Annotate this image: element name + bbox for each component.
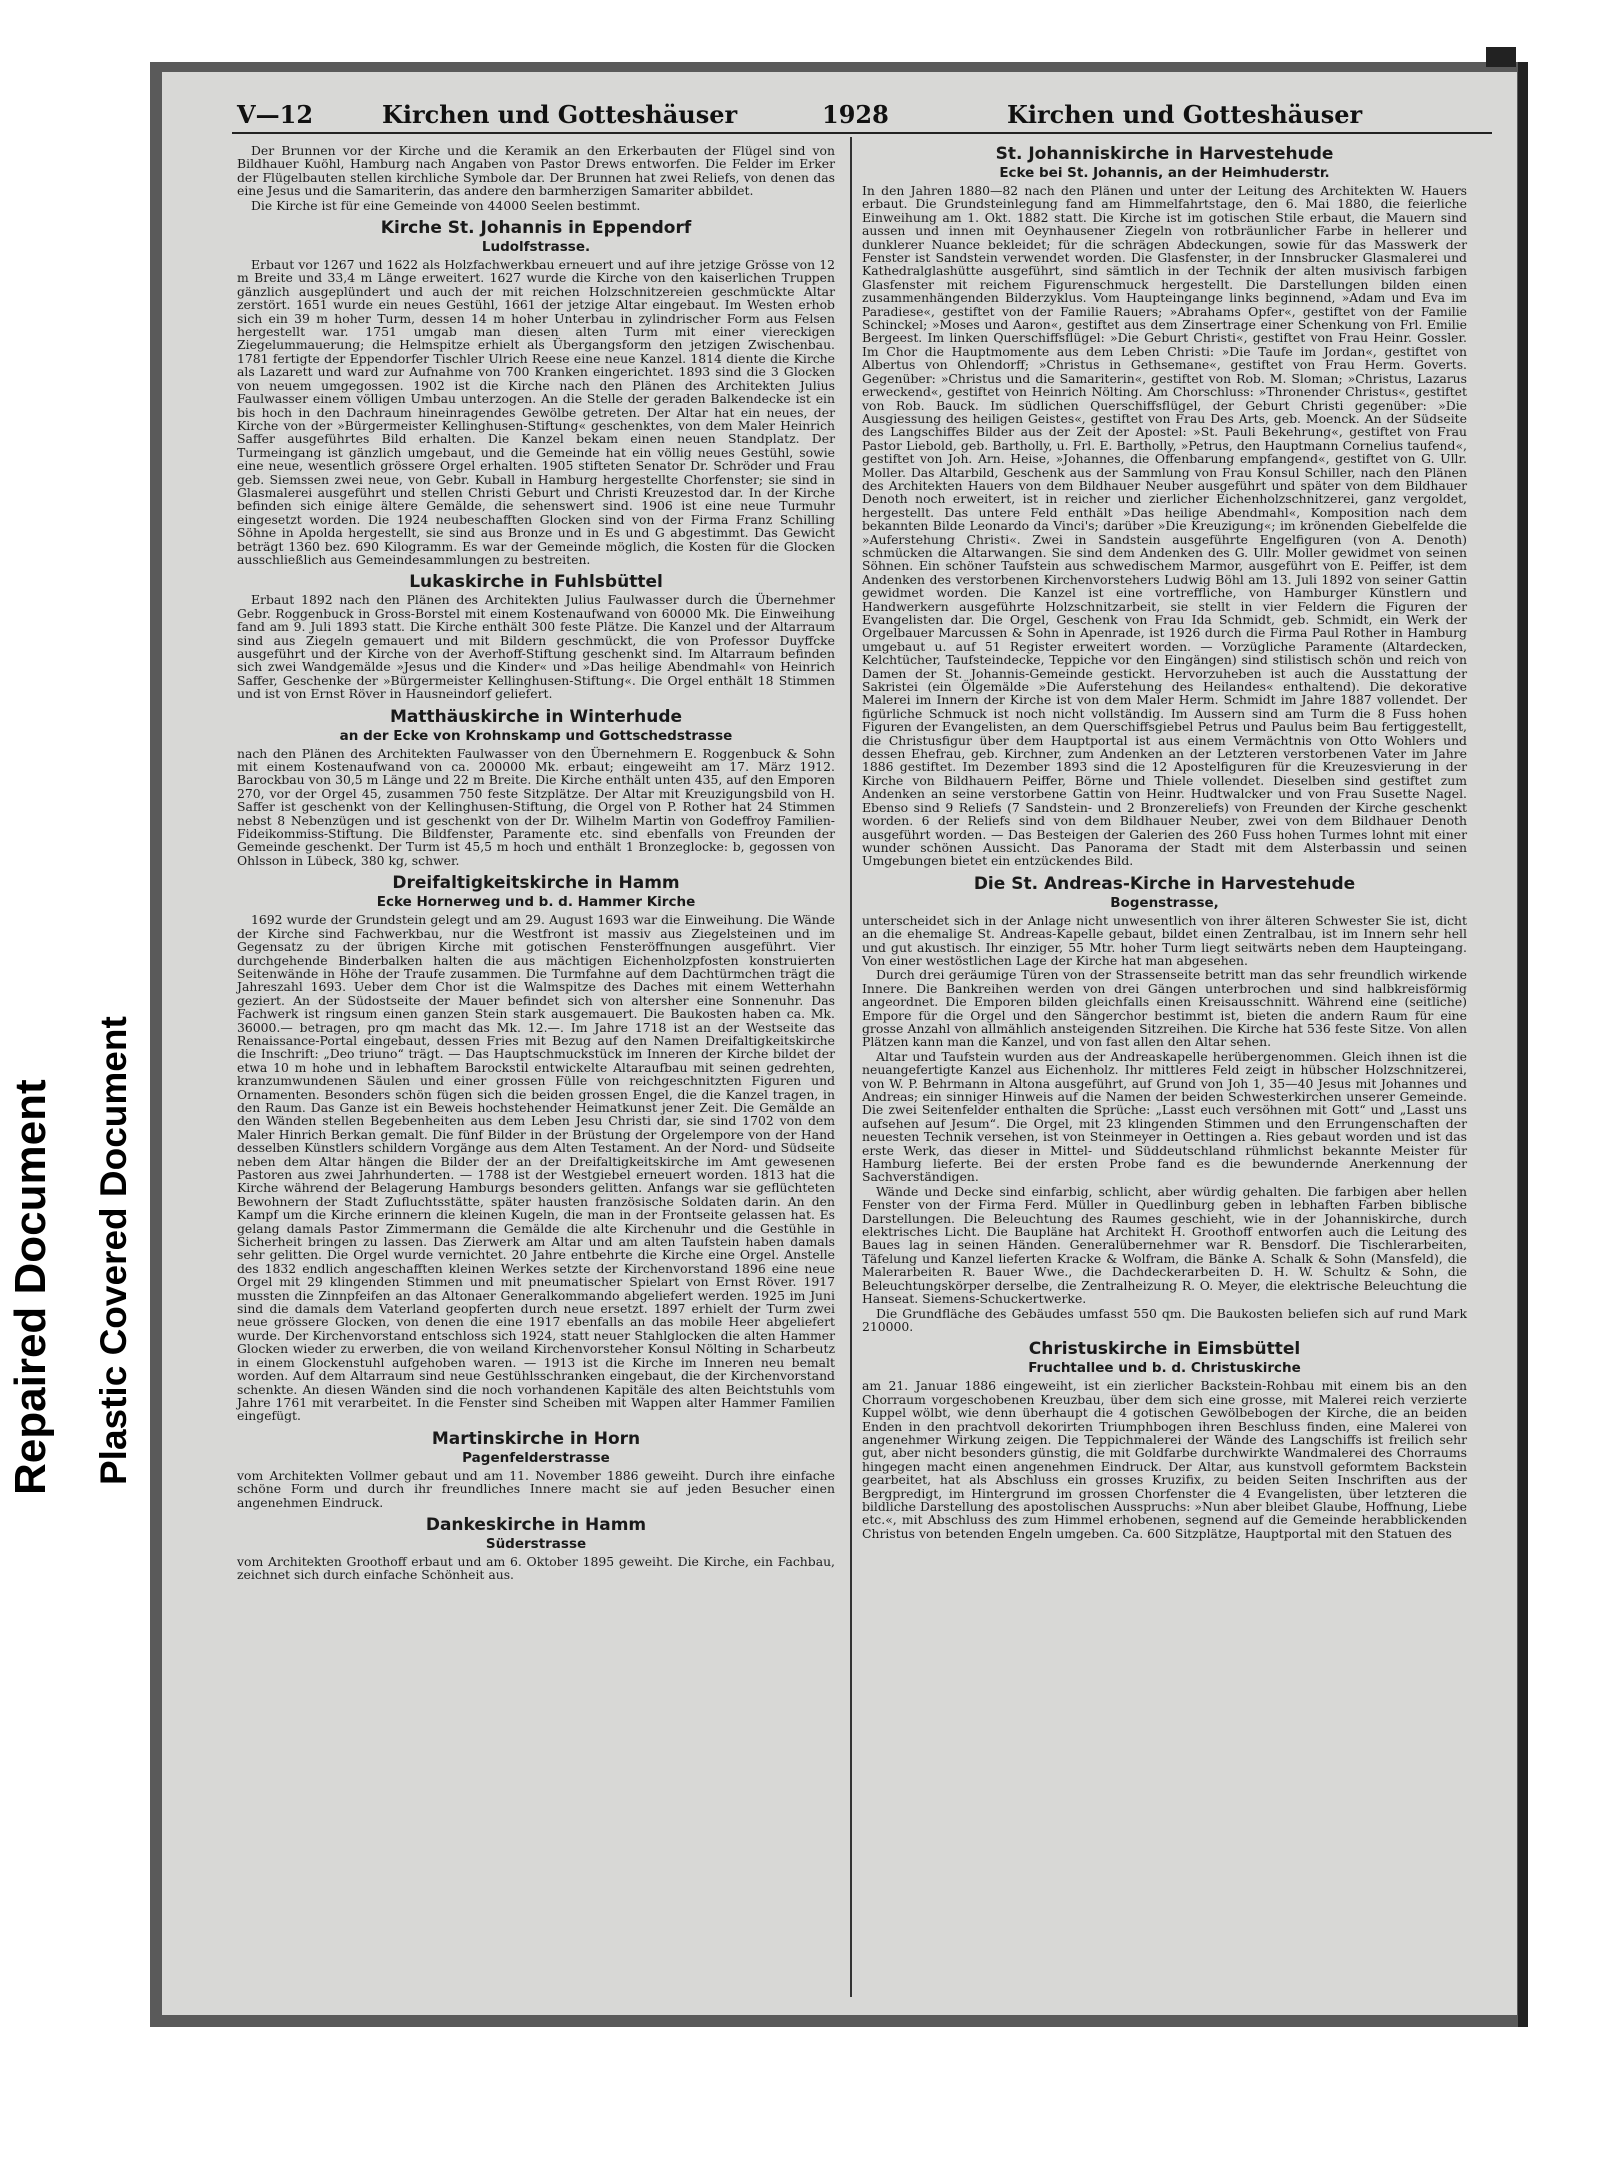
section-subtitle: Fruchtallee und b. d. Christuskirche xyxy=(1028,1360,1301,1377)
document-page xyxy=(162,72,1517,2015)
intro-paragraph: Der Brunnen vor der Kirche und die Keramik an den Erkerbauten der Flügel sind von Bildhauer Kuöhl, Hamburg nach Angaben von Pastor Drews entworfen. Die Felder im Erker der Flügelbauten stellen kirchliche Symbole dar. Der Brunnen hat zwei Reliefs, von denen das eine Jesus und die Samariterin, das andere den barmherzigen Samariter abbildet. xyxy=(237,143,835,199)
section-title: Dreifaltigkeitskirche in Hamm xyxy=(392,873,680,894)
section-title: Martinskirche in Horn xyxy=(431,1428,641,1449)
section-subtitle: Ecke bei St. Johannis, an der Heimhuderstr. xyxy=(999,165,1330,181)
section-text: Altar und Taufstein wurden aus der Andreaskapelle herübergenommen. Gleich ihnen ist die neuangefertigte Kanzel aus Eichenholz. Ihr mittleres Feld zeigt in hübscher Holzschnitzerei, von W. P. Behrmann in Altona ausgeführt, auf Grund von Joh 1, 35—40 Jesus mit Johannes und Andreas; ein sinniger Hinweis auf die Namen der beiden Schwesterkirchen unserer Gemeinde. Die zwei Seitenfelder enthalten die Sprüche: „Lasst euch versöhnen mit Gott“ und „Lasst uns aufsehen auf Jesum“. Die Orgel, mit 23 klingenden Stimmen und den Errungenschaften der neuesten Technik versehen, ist von Steinmeyer in Oettingen a. Ries gebaut worden und ist das erste Werk, das dieser in Mittel- und Süddeutschland rühmlichst bekannte Meister für Hamburg lieferte. Bei der ersten Probe fand es die bewundernde Anerkennung der Sachverständigen. xyxy=(862,1048,1467,1185)
section-text: Durch drei geräumige Türen von der Strassenseite betritt man das sehr freundlich wirkende Innere. Die Bankreihen werden von drei Gängen unterbrochen und sind halbkreisförmig angeordnet. Die Emporen bilden gleichfalls einen Kreisausschnitt. Während eine (seitliche) Empore für die Orgel und den Sängerchor bestimmt ist, bieten die andern Raum für eine grosse Anzahl von allmählich ansteigenden Sitzreihen. Die Kirche hat 536 feste Sitze. Von allen Plätzen kann man die Kanzel, und von fast allen den Altar sehen. xyxy=(862,967,1467,1050)
section-subtitle: Bogenstrasse, xyxy=(1110,894,1219,911)
section-text: vom Architekten Groothoff erbaut und am 6. Oktober 1895 geweiht. Die Kirche, ein Fachbau, zeichnet sich durch einfache Schönheit aus. xyxy=(237,1553,835,1583)
section-title: Matthäuskirche in Winterhude xyxy=(389,706,683,727)
section-title: Lukaskirche in Fuhlsbüttel xyxy=(409,572,663,593)
section-text: nach den Plänen des Architekten Faulwasser von den Übernehmern E. Roggenbuck & Sohn mit einem Kostenaufwand von ca. 200000 Mk. erbaut; eingeweiht am 17. März 1912. Barockbau von 30,5 m Länge und 22 m Breite. Die Kirche enthält unten 435, auf den Emporen 270, vor der Orgel 45, zusammen 750 feste Sitzplätze. Der Altar mit Kreuzigungsbild von H. Saffer ist geschenkt von der Kellinghusen-Stiftung, die Orgel von P. Rother hat 24 Stimmen nebst 8 Nebenzügen und ist geschenkt von der Dr. Wilhelm Martin von Godeffroy Familien-Fideikommiss-Stiftung. Die Bildfenster, Paramente etc. sind ebenfalls von Freunden der Gemeinde geschenkt. Der Turm ist 45,5 m hoch und enthält 1 Bronzeglocke: b, gegossen von Ohlsson in Lübeck, 380 kg, schwer. xyxy=(237,745,835,868)
section-text: In den Jahren 1880—82 nach den Plänen und unter der Leitung des Architekten W. Hauers erbaut. Die Grundsteinlegung fand am Himmelfahrtstage, den 6. Mai 1880, die feierliche Einweihung am 1. Okt. 1882 statt. Die Kirche ist im gotischen Stile erbaut, die Mauern sind aussen und innen mit Oeynhausener Ziegeln von rotbräunlicher Farbe in hellerer und dunklerer Nuance bekleidet; für die schrägen Abdeckungen, sowie für das Masswerk der Fenster ist Sandstein verwendet worden. Die Glasfenster, in der Innsbrucker Glasmalerei und Kathedralglashütte ausgeführt, sind sämtlich in der Technik der alten musivisch farbigen Glasfenster mit reichem Figurenschmuck hergestellt. Die Darstellungen bilden einen zusammenhängenden Bilderzyklus. Vom Haupteingange links beginnend, »Adam und Eva im Paradiese«, gestiftet von der Familie Rauers; »Abrahams Opfer«, gestiftet von der Familie Schinckel; »Moses und Aaron«, gestiftet aus dem Zinsertrage einer Schenkung von Frl. Emilie Bergeest. Im linken Querschiffsflügel: »Die Geburt Christi«, gestiftet von Frau Heinr. Gossler. Im Chor die Hauptmomente aus dem Leben Christi: »Die Taufe im Jordan«, gestiftet von Albertus von Ohlendorff; »Christus in Gethsemane«, gestiftet von Frau Herm. Goverts. Gegenüber: »Christus und die Samariterin«, gestiftet von Rob. M. Sloman; »Christus, Lazarus erweckend«, gestiftet von Heinrich Nölting. Am Chorschluss: »Thronender Christus«, gestiftet von Rob. Bauck. Im südlichen Querschiffsflügel, der Geburt Christi gegenüber: »Die Ausgiessung des heiligen Geistes«, gestiftet von Frau Des Arts, geb. Moenck. An der Südseite des Langschiffes Bilder aus der Zeit der Apostel: »St. Pauli Bekehrung«, gestiftet von Frau Pastor Liebold, geb. Bartholly, u. Frl. E. Bartholly, »Petrus, den Hauptmann Cornelius taufend«, gestiftet von Joh. Arn. Heise, »Johannes, die Offenbarung empfangend«, gestiftet von G. Ullr. Moller. Das Altarbild, Geschenk aus der Sammlung von Frau Konsul Schiller, nach den Plänen des Architekten Hauers von dem Bildhauer Neuber ausgeführt und später von dem Bildhauer Denoth noch erweitert, ist in reicher und zierlicher Eichenholzschnitzerei, ganz vergoldet, hergestellt. Das untere Feld enthält »Das heilige Abendmahl«, Komposition nach dem bekannten Bilde Leonardo da Vinci's; darüber »Die Kreuzigung«; im krönenden Giebelfelde die »Auferstehung Christi«. Zwei in Sandstein ausgeführte Engelfiguren (von A. Denoth) schmücken die Altarwangen. Sie sind dem Andenken des G. Ullr. Moller gewidmet von seinen Söhnen. Ein schöner Taufstein aus schwedischem Marmor, ausgeführt von E. Peiffer, ist dem Andenken des verstorbenen Kirchenvorstehers Ludwig Böhl am 13. Juli 1892 von seiner Gattin gewidmet worden. Die Kanzel ist eine vortreffliche, von Hamburger Künstlern und Handwerkern ausgeführte Holzschnitzarbeit, sie stellt in vier Feldern die Figuren der Evangelisten dar. Die Orgel, Geschenk von Frau Ida Schmidt, geb. Schmidt, ein Werk der Orgelbauer Marcussen & Sohn in Apenrade, ist 1926 durch die Firma Paul Rother in Hamburg umgebaut u. auf 51 Register erweitert worden. — Vorzügliche Paramente (Altardecken, Kelchtücher, Taufsteindecke, Teppiche vor den Eingängen) sind stilistisch schön und reich von Damen der St. Johannis-Gemeinde gestickt. Hervorzuheben ist auch die Ausstattung der Sakristei (ein Ölgemälde »Die Auferstehung des Heilandes« enthaltend). Die dekorative Malerei im Innern der Kirche ist von dem Maler Herm. Schmidt im Jahre 1887 vollendet. Der figürliche Schmuck ist noch nicht vollständig. Im Aussern sind am Turm die 8 Fuss hohen Figuren der Evangelisten, an dem Querschiffsgiebel Petrus und Paulus beim Bau fertiggestellt, die Christusfigur über dem Hauptportal ist aus einem Vermächtnis von Otto Wohlers und dessen Ehefrau, geb. Kirchner, zum Andenken an der Letzteren verstorbenen Vater im Jahre 1886 gestiftet. Im Dezember 1893 sind die 12 Apostelfiguren für die Kreuzesvierung in der Kirche von Bildhauern Peiffer, Börne und Thiele vollendet. Dieselben sind gestiftet zum Andenken an seine verstorbene Gattin von Heinr. Hudtwalcker und von Frau Susette Nagel. Ebenso sind 9 Reliefs (7 Sandstein- und 2 Bronzereliefs) von Freunden der Kirche geschenkt worden. 6 der Reliefs sind von dem Bildhauer Neuber, zwei von dem Bildhauer Denoth ausgeführt worden. — Das Besteigen der Galerien des 260 Fuss hohen Turmes lohnt mit einer wunder schönen Aussicht. Das Panorama der Stadt mit dem Alsterbassin und seinen Umgebungen bietet ein entzückendes Bild. xyxy=(862,183,1467,869)
section-text: Erbaut vor 1267 und 1622 als Holzfachwerkbau erneuert und auf ihre jetzige Grösse von 12 m Breite und 33,4 m Länge erweitert. 1627 wurde die Kirche von den kaiserlichen Truppen gänzlich ausgeplündert und auch der mit reichen Holzschnitzereien geschmückte Altar zerstört. 1651 wurde ein neues Gestühl, 1661 der jetzige Altar eingebaut. Im Westen erhob sich ein 39 m hoher Turm, dessen 14 m hoher Unterbau in zylindrischer Form aus Felsen hergestellt war. 1751 umgab man diesen alten Turm mit einer viereckigen Ziegelummauerung; die Helmspitze erhielt als Übergangsform den jetzigen Zwischenbau. 1781 fertigte der Eppendorfer Tischler Ulrich Reese eine neue Kanzel. 1814 diente die Kirche als Lazarett und ward zur Aufnahme von 700 Kranken eingerichtet. 1893 sind die 3 Glocken von neuem umgegossen. 1902 ist die Kirche nach den Plänen des Architekten Julius Faulwasser einem völligen Umbau unterzogen. An die Stelle der geraden Balkendecke ist ein bis hoch in den Dachraum hineinragendes Gewölbe getreten. Der Altar hat ein neues, der Kirche von der »Bürgermeister Kellinghusen-Stiftung« geschenktes, von dem Maler Heinrich Saffer ausgeführtes Bild erhalten. Die Kanzel bekam einen neuen Standplatz. Der Turmeingang ist gänzlich umgebaut, und die Gemeinde hat ein völlig neues Gestühl, sowie eine neue, wesentlich grössere Orgel erhalten. 1905 stifteten Senator Dr. Schröder und Frau geb. Siemssen zwei neue, von Gebr. Kuball in Hamburg hergestellte Chorfenster; sie sind in Glasmalerei ausgeführt und stellen Christi Geburt und Christi Kreuzestod dar. In der Kirche befinden sich einige ältere Gemälde, die sehenswert sind. 1906 ist eine neue Turmuhr eingesetzt worden. Die 1924 neubeschafften Glocken sind von der Firma Franz Schilling Söhne in Apolda hergestellt, sie sind aus Bronze und in Es und G abgestimmt. Das Gewicht beträgt 1360 bez. 690 Kilogramm. Es war der Gemeinde möglich, die Kosten für die Glocken ausschließlich aus Gemeindesammlungen zu bestreiten. xyxy=(237,257,835,567)
page-number: V—12 xyxy=(237,100,314,129)
section-subtitle: Ecke Hornerweg und b. d. Hammer Kirche xyxy=(376,894,696,911)
header-rule xyxy=(232,132,1492,134)
section-subtitle: Pagenfelderstrasse xyxy=(462,1449,610,1466)
section-title: St. Johanniskirche in Harvestehude xyxy=(995,144,1334,164)
left-column xyxy=(237,144,835,1583)
section-subtitle: Süderstrasse xyxy=(485,1535,587,1552)
running-title-left: Kirchen und Gotteshäuser xyxy=(382,100,738,129)
running-head xyxy=(162,100,1517,140)
section-text: Erbaut 1892 nach den Plänen des Architekten Julius Faulwasser durch die Übernehmer Gebr. Roggenbuck in Gross-Borstel mit einem Kostenaufwand von 60000 Mk. Die Einweihung fand am 9. Juli 1893 statt. Die Kirche enthält 300 feste Plätze. Die Kanzel und der Altarraum sind aus Ziegeln gemauert und mit Bildern geschmückt, die von Professor Duyffcke ausgeführt und der Kirche von der Averhoff-Stiftung geschenkt sind. Im Altarraum befinden sich zwei Wandgemälde »Jesus und die Kinder« und »Das heilige Abendmahl« von Heinrich Saffer, Geschenke der »Bürgermeister Kellinghusen-Stiftung«. Die Orgel enthält 18 Stimmen und ist von Ernst Röver in Hausneindorf geliefert. xyxy=(237,592,835,702)
section-subtitle: Ludolfstrasse. xyxy=(481,239,591,256)
column-divider xyxy=(850,137,852,1997)
margin-label-repaired: Repaired Document xyxy=(6,1079,55,1495)
section-text: 1692 wurde der Grundstein gelegt und am 29. August 1693 war die Einweihung. Die Wände der Kirche sind Fachwerkbau, nur die Westfront ist massiv aus Ziegelsteinen und im Gegensatz zu der übrigen Kirche mit gotischen Fensteröffnungen ausgeführt. Vier durchgehende Binderbalken halten die aus mächtigen Eichenholzpfosten konstruierten Seitenwände in Höhe der Traufe zusammen. Die Turmfahne auf dem Dachtürmchen trägt die Jahreszahl 1693. Ueber dem Chor ist die Walmspitze des Daches mit einem Wetterhahn geziert. An der Südostseite der Mauer befindet sich von altersher eine Sonnenuhr. Das Fachwerk ist ringsum einen ganzen Stein stark ausgemauert. Die Baukosten haben ca. Mk. 36000.— betragen, pro qm macht das Mk. 12.—. Im Jahre 1718 ist an der Westseite das Renaissance-Portal eingebaut, dessen Fries mit Bezug auf den Namen Dreifaltigkeitskirche die Inschrift: „Deo triuno“ trägt. — Das Hauptschmuckstück im Inneren der Kirche bildet der etwa 10 m hohe und in lebhaftem Barockstil entwickelte Altaraufbau mit seinen gedrehten, kranzumwundenen Säulen und einer grossen Fülle von reichgeschnitzten Figuren und Ornamenten. Besonders schön fügen sich die beiden grossen Engel, die die Kanzel tragen, in den Raum. Das Ganze ist ein Beweis hochstehender Heimatkunst jener Zeit. Die Gemälde an den Wänden stellen Begebenheiten aus dem Leben Jesu Christi dar, sie sind 1702 von dem Maler Hinrich Berkan gemalt. Die fünf Bilder in der Brüstung der Orgelempore von der Hand desselben Künstlers schildern Vorgänge aus dem Alten Testament. An der Nord- und Südseite neben dem Altar hängen die Bilder der an der Dreifaltigkeitskirche im Amt gewesenen Pastoren aus zwei Jahrhunderten. — 1788 ist der Westgiebel erneuert worden. 1813 hat die Kirche während der Belagerung Hamburgs besonders gelitten. Anfangs war sie geflüchteten Bewohnern der Stadt Zufluchtsstätte, später hausten französische Soldaten darin. An den Kampf um die Kirche erinnern die kleinen Kugeln, die man in der Frontseite gelassen hat. Es gelang damals Pastor Zimmermann die Gemälde die alte Kirchenuhr und die Gestühle in Sicherheit bringen zu lassen. Das Zierwerk am Altar und am alten Taufstein haben damals sehr gelitten. Die Orgel wurde vernichtet. 20 Jahre entbehrte die Kirche eine Orgel. Anstelle des 1832 endlich angeschafften kleinen Werkes setzte der Kirchenvorstand 1896 eine neue Orgel mit 29 klingenden Stimmen und mit pneumatischer Spielart von Ernst Röver. 1917 mussten die Zinnpfeifen an das Altonaer Generalkommando abgeliefert werden. 1925 im Juni sind die damals dem Vaterland geopferten durch neue ersetzt. 1897 erhielt der Turm zwei neue grössere Glocken, von denen die eine 1917 ebenfalls an das mobile Heer abgeliefert wurde. Der Kirchenvorstand entschloss sich 1924, statt neuer Stahlglocken die alten Hammer Glocken wieder zu erwerben, die von weiland Kirchenvorsteher Konsul Nölting in Scharbeutz in einem Glockenstuhl aufgehoben waren. — 1913 ist die Kirche im Inneren neu bemalt worden. Auf dem Altarraum sind neue Gestühlsschranken eingebaut, die der Kirchenvorstand schenkte. An diesen Wänden sind die noch vorhandenen Kapitäle des alten Beichtstuhls vom Jahre 1761 mit verarbeitet. In die Fenster sind Scheiben mit Wappen alter Hammer Familien eingefügt. xyxy=(237,912,835,1424)
margin-label-plastic: Plastic Covered Document xyxy=(93,1016,134,1485)
year-label: 1928 xyxy=(822,100,889,129)
scan-tab xyxy=(1486,47,1516,67)
running-title-right: Kirchen und Gotteshäuser xyxy=(1007,100,1363,129)
section-title: Christuskirche in Eimsbüttel xyxy=(1028,1339,1301,1360)
section-text: am 21. Januar 1886 eingeweiht, ist ein zierlicher Backstein-Rohbau mit einem bis an den Chorraum vorgeschobenen Kreuzbau, über dem sich eine grosse, mit Malerei reich verzierte Kuppel wölbt, wie denn überhaupt die 4 gotischen Gewölbebogen der Kirche, die an beiden Enden in den prachtvoll dekorirten Triumphbogen ihren Beschluss finden, eine Malerei von angenehmer Wirkung zeigen. Die Teppichmalerei der Wände des Langschiffs ist freilich sehr gut, aber nicht besonders günstig, die mit Goldfarbe durchwirkte Wandmalerei des Chorraums hingegen macht einen angenehmen Eindruck. Der Altar, aus kunstvoll geformtem Backstein gearbeitet, hat als Abschluss ein grosses Kruzifix, zu beiden Seiten Inschriften aus der Bergpredigt, im Hintergrund im grossen Chorfenster die 4 Evangelisten, über letzteren die bildliche Darstellung des apostolischen Ausspruchs: »Nun aber bleibet Glaube, Hoffnung, Liebe etc.«, mit Abschluss des zum Himmel erhobenen, segnend auf die Gemeinde herabblickenden Christus von betenden Engeln umgeben. Ca. 600 Sitzplätze, Hauptportal mit den Statuen des xyxy=(862,1378,1467,1541)
right-column xyxy=(862,144,1467,1541)
section-text: vom Architekten Vollmer gebaut und am 11. November 1886 geweiht. Durch ihre einfache schöne Form und durch ihr freundliches Innere macht sie auf jeden Besucher einen angenehmen Eindruck. xyxy=(237,1467,835,1510)
section-title: Kirche St. Johannis in Eppendorf xyxy=(380,218,692,239)
section-title: Die St. Andreas-Kirche in Harvestehude xyxy=(973,873,1356,894)
intro-paragraph: Die Kirche ist für eine Gemeinde von 44000 Seelen bestimmt. xyxy=(251,197,641,213)
section-text: unterscheidet sich in der Anlage nicht unwesentlich von ihrer älteren Schwester Sie ist, dicht an die ehemalige St. Andreas-Kapelle gebaut, bildet einen Zentralbau, ist im Innern sehr hell und gut akustisch. Ihr einziger, 55 Mtr. hoher Turm liegt seitwärts neben dem Haupteingang. Von einer westöstlichen Lage der Kirche hat man abgesehen. xyxy=(862,912,1467,968)
section-title: Dankeskirche in Hamm xyxy=(425,1514,647,1535)
section-text: Die Grundfläche des Gebäudes umfasst 550 qm. Die Baukosten beliefen sich auf rund Mark 210000. xyxy=(862,1305,1467,1334)
scan-edge xyxy=(1518,62,1528,2027)
section-subtitle: an der Ecke von Krohnskamp und Gottschedstrasse xyxy=(339,727,733,744)
section-text: Wände und Decke sind einfarbig, schlicht, aber würdig gehalten. Die farbigen aber hellen Fenster von der Firma Ferd. Müller in Quedlinburg geben in lebhaften Farben biblische Darstellungen. Die Beleuchtung des Raumes geschieht, wie in der Johanniskirche, durch elektrisches Licht. Die Baupläne hat Architekt H. Groothoff entworfen auch die Leitung des Baues lag in seinen Händen. Generalübernehmer war R. Bensdorf. Die Tischlerarbeiten, Täfelung und Kanzel lieferten Kracke & Wolfram, die Bänke A. Schalk & Sohn (Mansfeld), die Malerarbeiten R. Bauer Wwe., die Dachdeckerarbeiten D. H. W. Schultz & Sohn, die Beleuchtungskörper derselbe, die Zentralheizung R. O. Meyer, die elektrische Beleuchtung die Hanseat. Siemens-Schuckertwerke. xyxy=(862,1183,1467,1307)
